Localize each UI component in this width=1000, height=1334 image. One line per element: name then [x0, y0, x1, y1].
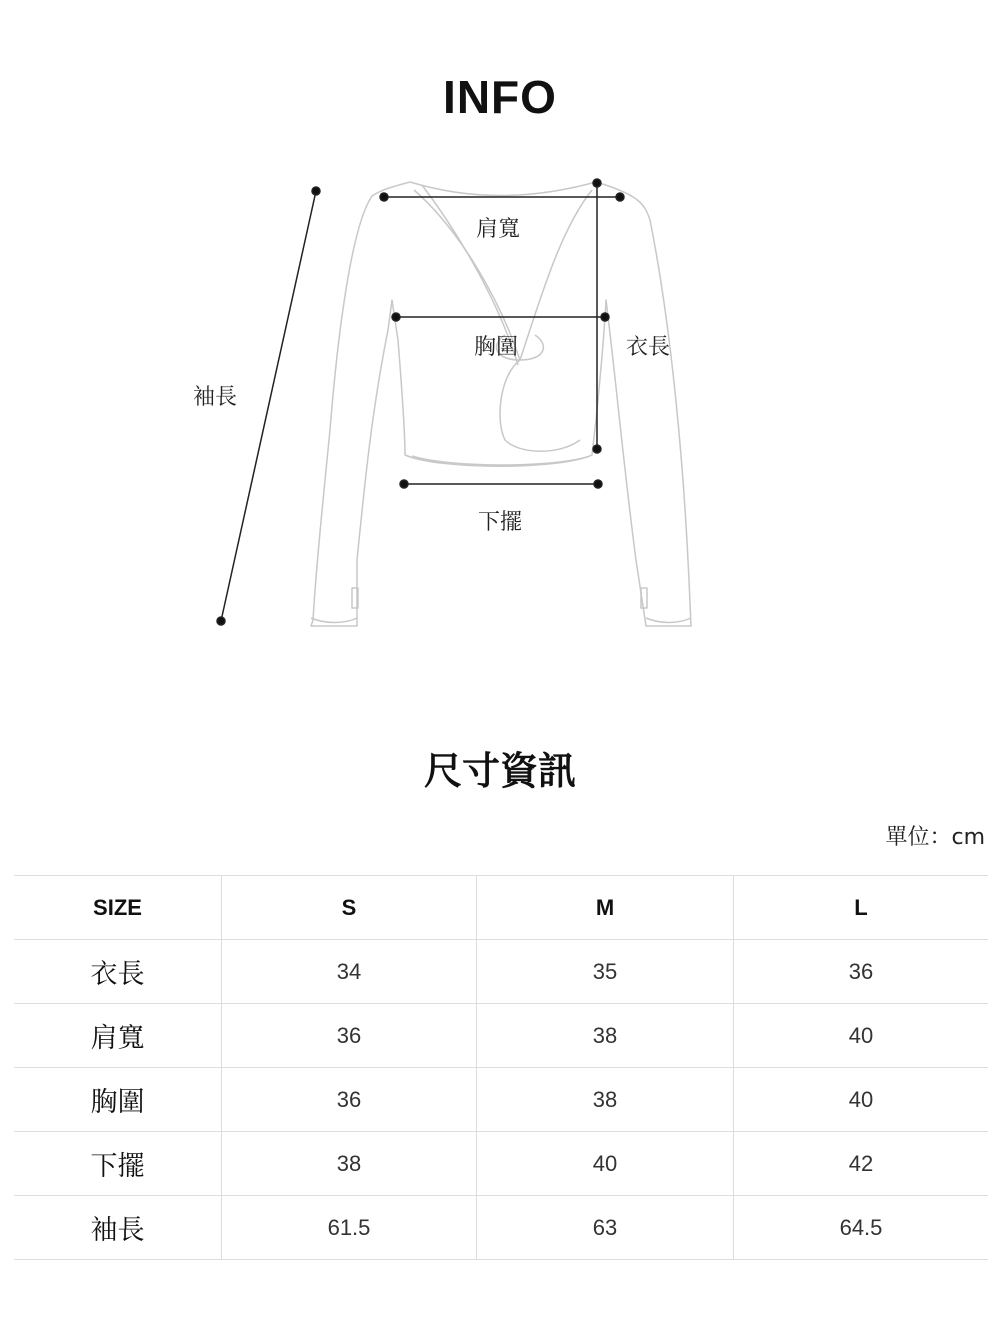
- table-cell: 38: [477, 1004, 734, 1068]
- table-row: [14, 1004, 988, 1068]
- size-table: [14, 875, 988, 1260]
- table-cell: 36: [222, 1068, 477, 1132]
- sleeve-label: 袖長: [193, 385, 238, 410]
- table-cell: 38: [477, 1068, 734, 1132]
- row-label: 衣長: [14, 940, 222, 1004]
- chest-label: 胸圍: [474, 335, 519, 360]
- garment-outline: [311, 182, 691, 626]
- table-row: [14, 1196, 988, 1260]
- measurement-lines: [217, 179, 624, 625]
- row-label: 肩寬: [14, 1004, 222, 1068]
- row-label: 胸圍: [14, 1068, 222, 1132]
- length-label: 衣長: [626, 335, 671, 360]
- table-row: [14, 1132, 988, 1196]
- header-s: S: [222, 876, 477, 940]
- table-cell: 40: [477, 1132, 734, 1196]
- header-size: SIZE: [14, 876, 222, 940]
- table-header-row: [14, 876, 988, 940]
- table-cell: 42: [734, 1132, 989, 1196]
- info-title: INFO: [443, 71, 557, 123]
- header-l: L: [734, 876, 989, 940]
- unit-label: 單位：cm: [885, 825, 985, 850]
- row-label: 下擺: [14, 1132, 222, 1196]
- row-label: 袖長: [14, 1196, 222, 1260]
- table-cell: 63: [477, 1196, 734, 1260]
- table-cell: 36: [734, 940, 989, 1004]
- table-cell: 38: [222, 1132, 477, 1196]
- table-cell: 40: [734, 1068, 989, 1132]
- shoulder-label: 肩寬: [476, 217, 521, 242]
- hem-label: 下擺: [478, 510, 523, 535]
- size-info-title: 尺寸資訊: [423, 749, 576, 793]
- table-cell: 40: [734, 1004, 989, 1068]
- table-cell: 35: [477, 940, 734, 1004]
- table-cell: 36: [222, 1004, 477, 1068]
- table-cell: 34: [222, 940, 477, 1004]
- table-cell: 64.5: [734, 1196, 989, 1260]
- table-row: [14, 1068, 988, 1132]
- table-row: [14, 940, 988, 1004]
- table-cell: 61.5: [222, 1196, 477, 1260]
- header-m: M: [477, 876, 734, 940]
